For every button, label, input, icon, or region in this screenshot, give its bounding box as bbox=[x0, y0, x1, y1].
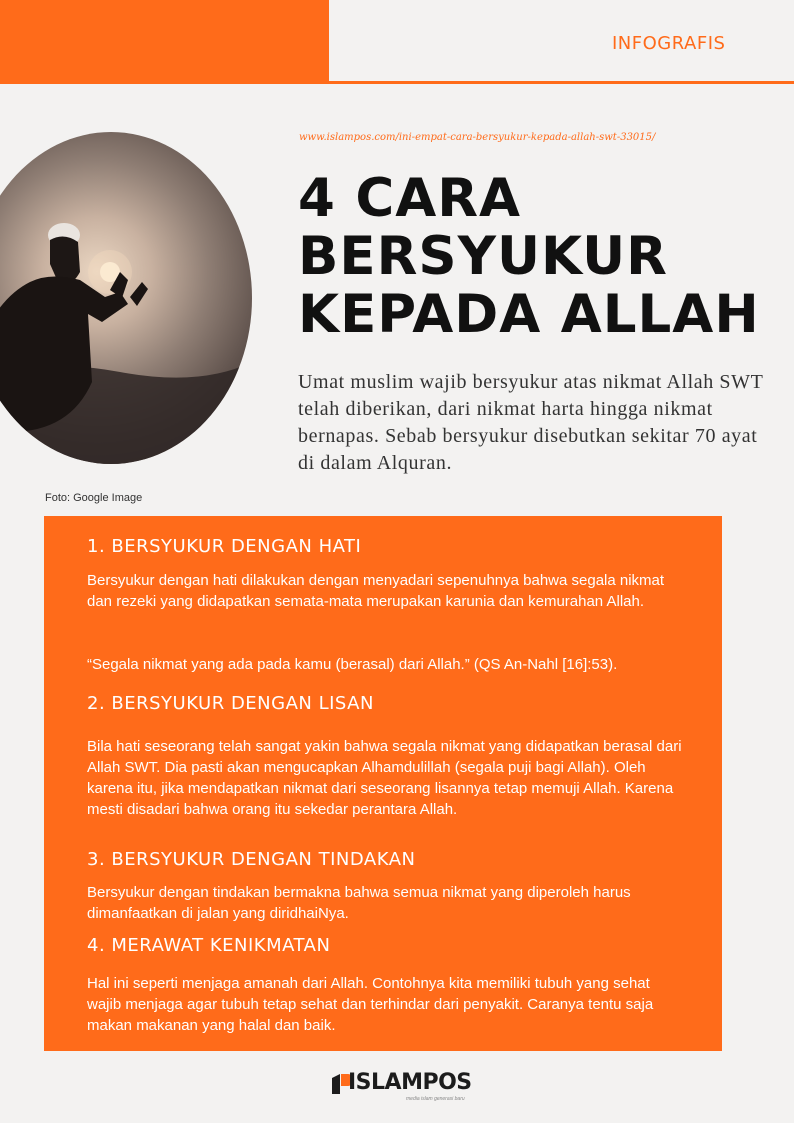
source-url[interactable]: www.islampos.com/ini-empat-cara-bersyukur-kepada-allah-swt-33015/ bbox=[299, 132, 656, 143]
section-quote: “Segala nikmat yang ada pada kamu (berasal) dari Allah.” (QS An-Nahl [16]:53). bbox=[87, 656, 618, 673]
title-line: KEPADA ALLAH bbox=[298, 284, 760, 345]
header-orange-block bbox=[0, 0, 329, 84]
section-body: Bersyukur dengan hati dilakukan dengan menyadari sepenuhnya bahwa segala nikmat dan rezeki yang didapatkan semata-mata merupakan karunia dan kemurahan Allah. bbox=[87, 572, 665, 610]
section-body: Hal ini seperti menjaga amanah dari Allah. Contohnya kita memiliki tubuh yang sehat wajib menjaga agar tubuh tetap sehat dan terhindar dari penyakit. Caranya tentu saja makan makanan yang halal dan baik. bbox=[87, 975, 654, 1034]
title-line: 4 CARA bbox=[298, 168, 522, 229]
praying-man-photo bbox=[0, 132, 252, 464]
infografis-label: INFOGRAFIS bbox=[612, 33, 726, 54]
section-heading: 4. MERAWAT KENIKMATAN bbox=[87, 935, 331, 956]
title-line: BERSYUKUR bbox=[298, 226, 668, 287]
section-heading: 2. BERSYUKUR DENGAN LISAN bbox=[87, 693, 374, 714]
islampos-logo bbox=[330, 1070, 470, 1104]
content-panel bbox=[44, 516, 722, 1051]
header-orange-line bbox=[329, 81, 794, 84]
photo-caption: Foto: Google Image bbox=[45, 492, 143, 504]
section-body: Bersyukur dengan tindakan bermakna bahwa semua nikmat yang diperoleh harus dimanfaatkan di jalan yang diridhaiNya. bbox=[87, 884, 631, 922]
page-title bbox=[298, 170, 778, 344]
intro-paragraph: Umat muslim wajib bersyukur atas nikmat Allah SWT telah diberikan, dari nikmat harta hingga nikmat bernapas. Sebab bersyukur disebutkan sekitar 70 ayat di dalam Alquran. bbox=[298, 371, 764, 474]
logo-tagline: media islam generasi baru bbox=[406, 1096, 465, 1102]
section-heading: 1. BERSYUKUR DENGAN HATI bbox=[87, 536, 362, 557]
praying-man-silhouette bbox=[0, 132, 252, 464]
logo-text: ISLAMPOS bbox=[348, 1070, 472, 1095]
section-body: Bila hati seseorang telah sangat yakin bahwa segala nikmat yang didapatkan berasal dari Allah SWT. Dia pasti akan mengucapkan Alhamdulillah (segala puji bagi Allah). Oleh karena itu, jika mendapatkan nikmat dari seseorang lisannya tetap memuji Allah. Karena mesti disadari bahwa orang itu sekedar perantara Allah. bbox=[87, 738, 682, 818]
section-heading: 3. BERSYUKUR DENGAN TINDAKAN bbox=[87, 849, 416, 870]
